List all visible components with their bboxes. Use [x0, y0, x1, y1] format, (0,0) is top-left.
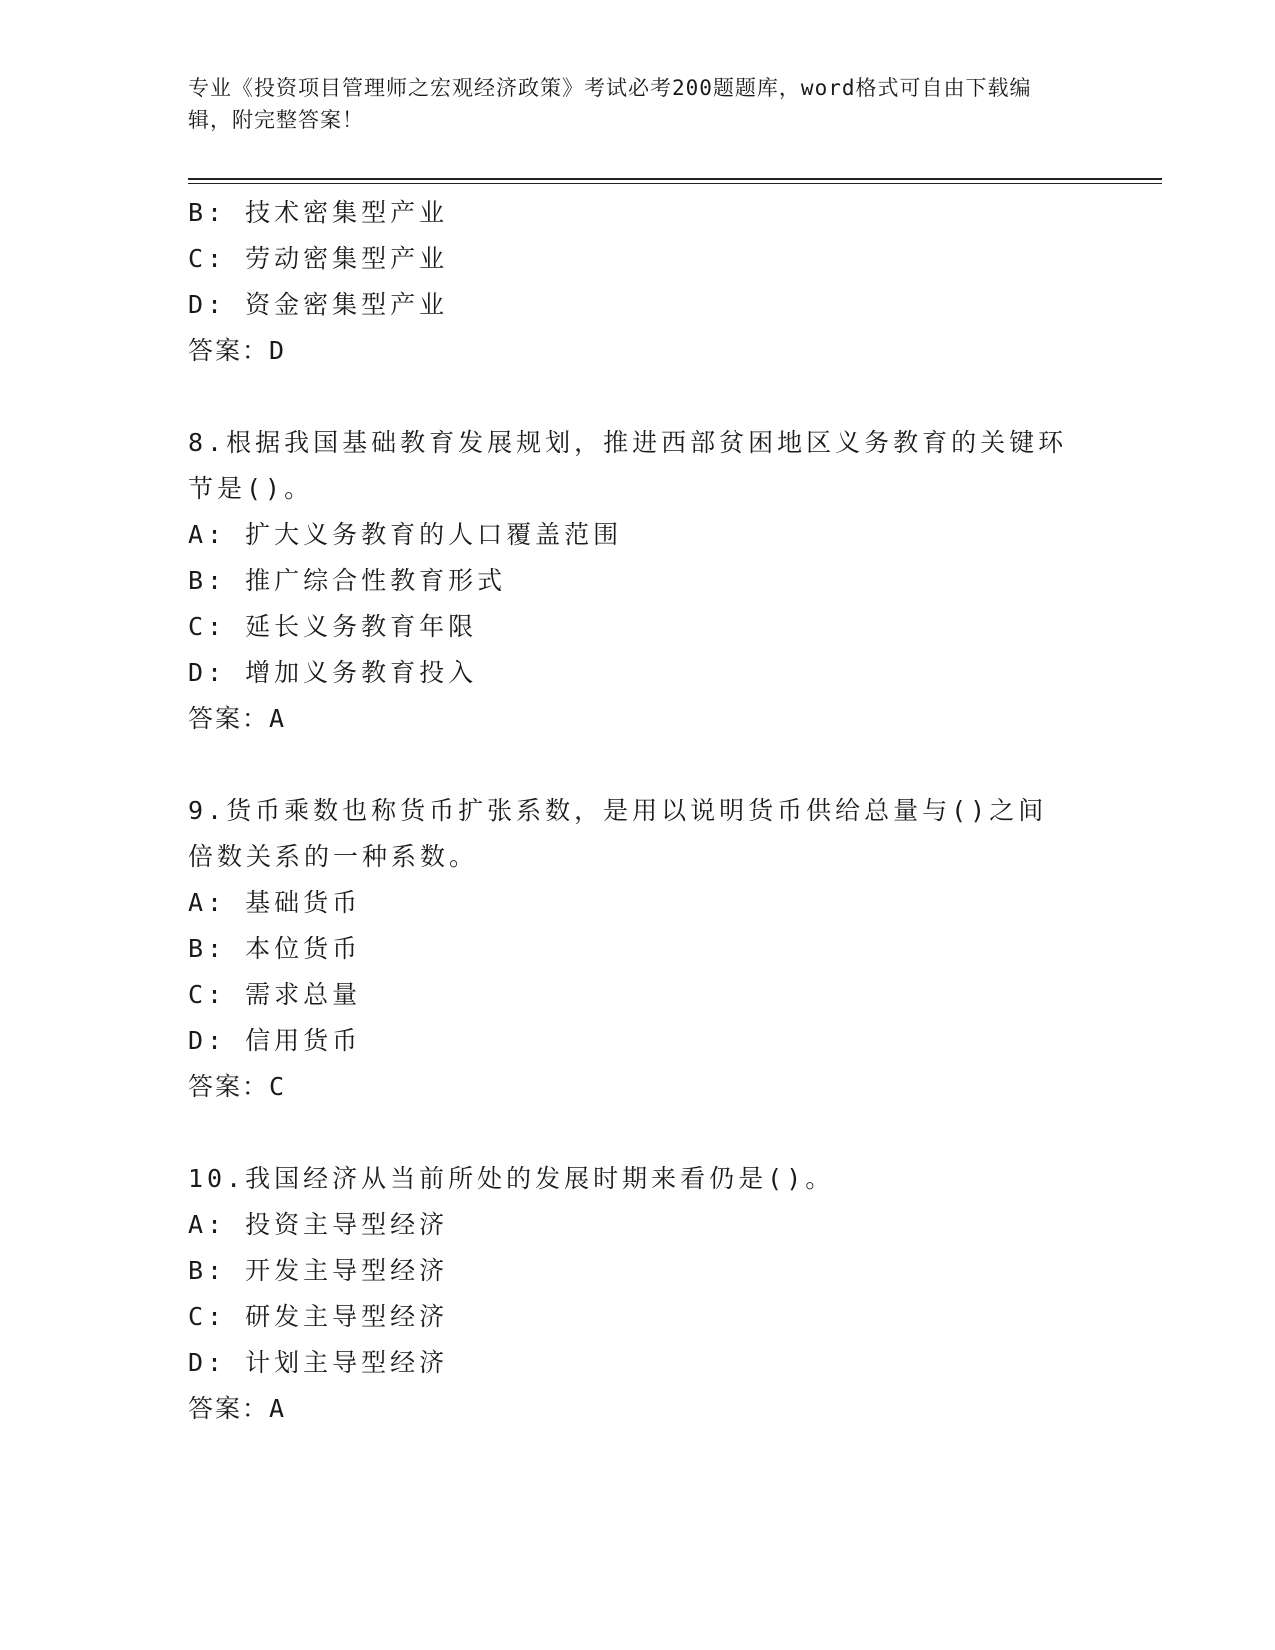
option-c: C: 研发主导型经济: [188, 1302, 449, 1331]
option-d: D: 计划主导型经济: [188, 1348, 449, 1377]
question-10: [188, 1156, 1088, 1432]
answer-label: 答案：: [188, 336, 270, 365]
question-stem: 8.根据我国基础教育发展规划，推进西部贫困地区义务教育的关键环节是()。: [188, 428, 1068, 503]
document-header: [188, 72, 1068, 136]
question-list: [188, 190, 1088, 1432]
header-text: 专业《投资项目管理师之宏观经济政策》考试必考200题题库，word格式可自由下载编辑，附完整答案！: [188, 76, 1032, 132]
question-8: [188, 420, 1088, 742]
spacer: [188, 1110, 1088, 1156]
answer-label: 答案：: [188, 1394, 270, 1423]
option-d: D: 资金密集型产业: [188, 290, 449, 319]
option-c: C: 劳动密集型产业: [188, 244, 449, 273]
spacer: [188, 742, 1088, 788]
header-divider: [188, 178, 1162, 180]
option-c: C: 需求总量: [188, 980, 362, 1009]
option-b: B: 开发主导型经济: [188, 1256, 449, 1285]
answer-value: C: [269, 1072, 287, 1101]
option-b: B: 技术密集型产业: [188, 198, 449, 227]
answer-label: 答案：: [188, 1072, 270, 1101]
option-b: B: 推广综合性教育形式: [188, 566, 507, 595]
option-d: D: 增加义务教育投入: [188, 658, 478, 687]
option-a: A: 基础货币: [188, 888, 362, 917]
answer-line: [188, 1386, 1088, 1432]
answer-line: [188, 1064, 1088, 1110]
answer-value: A: [269, 704, 287, 733]
option-a: A: 投资主导型经济: [188, 1210, 449, 1239]
answer-line: [188, 328, 1088, 374]
answer-line: [188, 696, 1088, 742]
option-a: A: 扩大义务教育的人口覆盖范围: [188, 520, 623, 549]
question-stem: 9.货币乘数也称货币扩张系数，是用以说明货币供给总量与()之间倍数关系的一种系数。: [188, 796, 1048, 871]
answer-label: 答案：: [188, 704, 270, 733]
option-b: B: 本位货币: [188, 934, 362, 963]
header-divider-thin: [188, 183, 1162, 184]
option-d: D: 信用货币: [188, 1026, 362, 1055]
option-c: C: 延长义务教育年限: [188, 612, 478, 641]
question-9: [188, 788, 1088, 1110]
answer-value: D: [269, 336, 287, 365]
answer-value: A: [269, 1394, 287, 1423]
question-stem: 10.我国经济从当前所处的发展时期来看仍是()。: [188, 1164, 835, 1193]
question-7-continued: [188, 190, 1088, 374]
spacer: [188, 374, 1088, 420]
